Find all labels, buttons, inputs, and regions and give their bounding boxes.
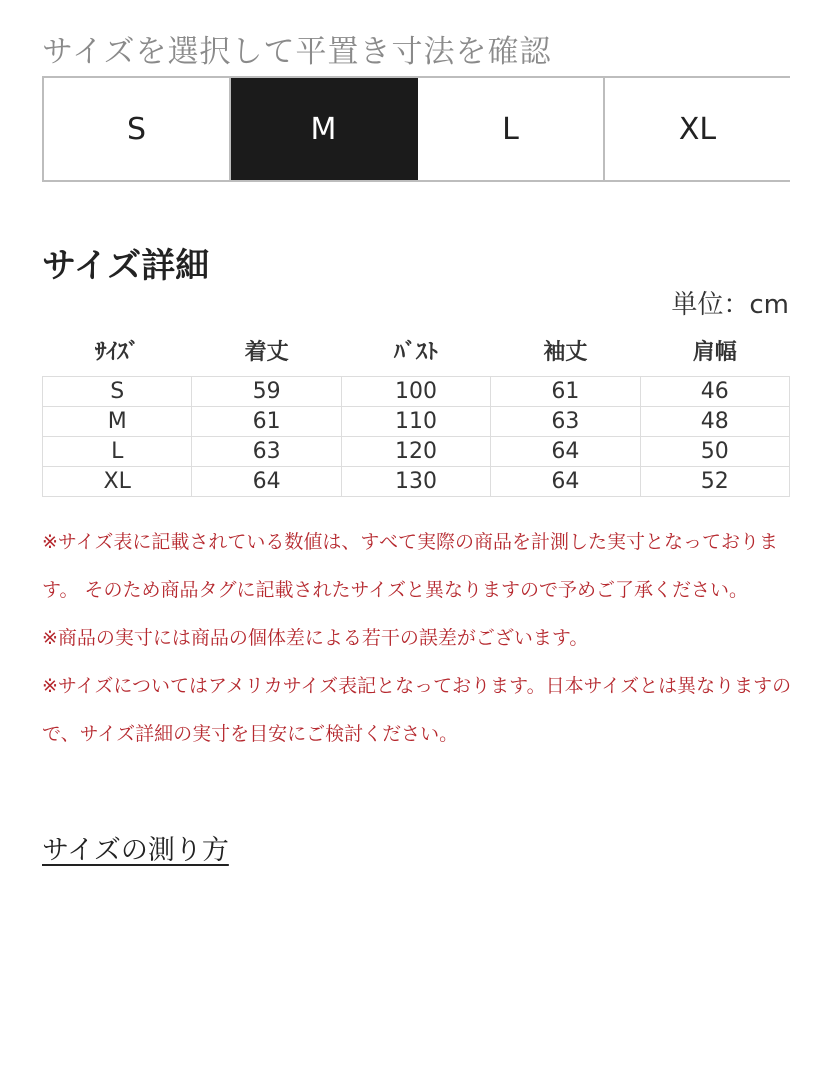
header-size: ｻｲｽﾞ — [95, 339, 140, 365]
size-select-prompt: サイズを選択して平置き寸法を確認 — [42, 34, 552, 70]
table-cell: 120 — [341, 437, 490, 467]
size-option-l[interactable]: L — [418, 78, 605, 180]
table-cell: L — [43, 437, 192, 467]
size-selector — [42, 76, 790, 182]
table-header-row — [43, 328, 790, 377]
table-cell: 59 — [192, 377, 341, 407]
table-row — [43, 467, 790, 497]
size-notes — [42, 518, 792, 758]
table-cell: 46 — [640, 377, 789, 407]
header-bust: ﾊﾞｽﾄ — [393, 339, 438, 365]
table-cell: 130 — [341, 467, 490, 497]
table-cell: S — [43, 377, 192, 407]
table-cell: 61 — [491, 377, 640, 407]
table-cell: XL — [43, 467, 192, 497]
note-measured-size: ※サイズ表に記載されている数値は、すべて実際の商品を計測した実寸となっております。 そのため商品タグに記載されたサイズと異なりますので予めご了承ください。 — [42, 531, 779, 601]
table-cell: M — [43, 407, 192, 437]
table-cell: 63 — [491, 407, 640, 437]
header-length: 着丈 — [244, 339, 289, 365]
table-cell: 52 — [640, 467, 789, 497]
size-table — [42, 328, 790, 497]
table-row — [43, 377, 790, 407]
table-cell: 63 — [192, 437, 341, 467]
table-cell: 100 — [341, 377, 490, 407]
unit-label: 単位：cm — [671, 290, 789, 320]
table-row — [43, 407, 790, 437]
table-cell: 64 — [491, 467, 640, 497]
size-option-m[interactable]: M — [231, 78, 418, 180]
header-sleeve: 袖丈 — [543, 339, 588, 365]
table-cell: 64 — [491, 437, 640, 467]
table-cell: 50 — [640, 437, 789, 467]
note-us-sizing: ※サイズについてはアメリカサイズ表記となっております。日本サイズとは異なりますので、サイズ詳細の実寸を目安にご検討ください。 — [42, 675, 792, 745]
table-cell: 61 — [192, 407, 341, 437]
note-individual-variance: ※商品の実寸には商品の個体差による若干の誤差がございます。 — [42, 627, 589, 649]
table-cell: 110 — [341, 407, 490, 437]
table-cell: 48 — [640, 407, 789, 437]
size-details-title: サイズ詳細 — [42, 246, 210, 286]
table-row — [43, 437, 790, 467]
table-cell: 64 — [192, 467, 341, 497]
size-option-s[interactable]: S — [44, 78, 231, 180]
how-to-measure-link[interactable]: サイズの測り方 — [42, 835, 229, 866]
header-shoulder: 肩幅 — [692, 339, 737, 365]
size-option-xl[interactable]: XL — [605, 78, 790, 180]
